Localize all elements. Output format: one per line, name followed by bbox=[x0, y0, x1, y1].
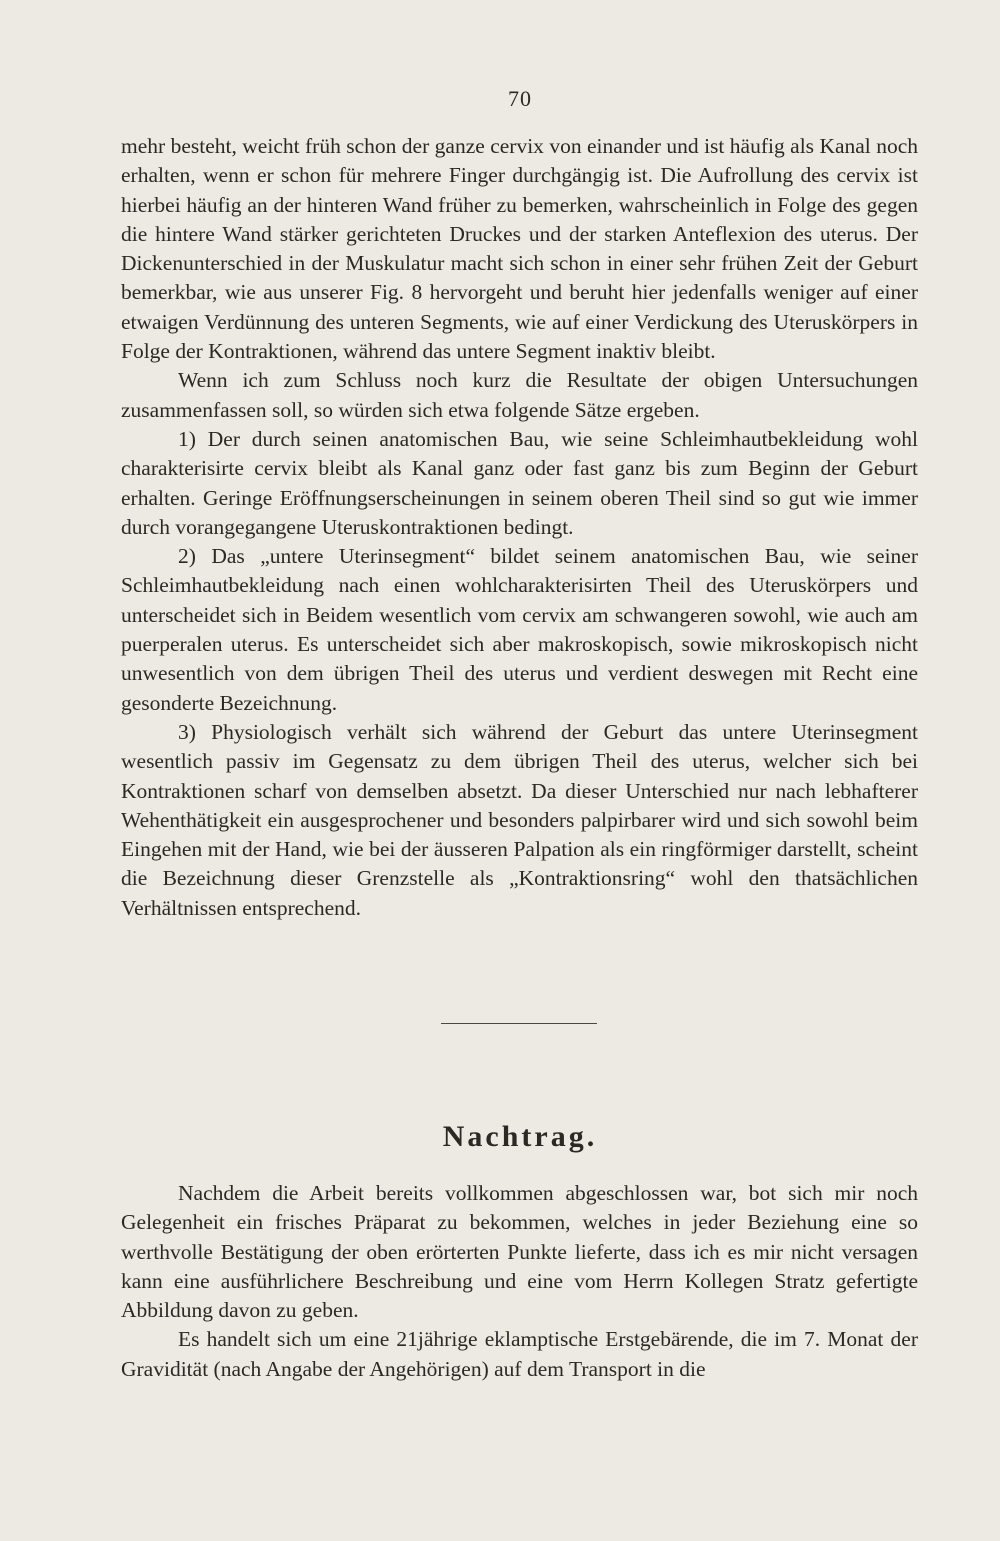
paragraph-point-3: 3) Physiologisch verhält sich während der Geburt das untere Uterinsegment wesentlich passiv im Gegensatz zu dem übrigen Theil des uterus, welcher sich bei Kontraktionen scharf von demselben absetzt. Da dieser Unterschied nur nach lebhafterer Wehenthätigkeit ein ausgesprochener und besonders palpirbarer wird und sich sowohl beim Eingehen mit der Hand, wie bei der äusseren Palpation als ein ringförmiger darstellt, scheint die Bezeichnung dieser Grenzstelle als „Kontraktionsring“ wohl den thatsächlichen Verhältnissen entsprechend. bbox=[121, 719, 918, 920]
section-divider bbox=[441, 1023, 597, 1024]
main-text-block bbox=[121, 132, 918, 923]
paragraph-point-2: 2) Das „untere Uterinsegment“ bildet seinem anatomischen Bau, wie seiner Schleimhautbekleidung nach einen wohlcharakterisirten Theil des Uteruskörpers und unterscheidet sich in Beidem wesentlich vom cervix am schwangeren sowohl, wie auch am puerperalen uterus. Es unterscheidet sich aber makroskopisch, sowie mikroskopisch nicht unwesentlich von dem übrigen Theil des uterus und verdient deswegen mit Recht eine gesonderte Bezeichnung. bbox=[121, 544, 918, 715]
paragraph-summary-intro: Wenn ich zum Schluss noch kurz die Resultate der obigen Untersuchungen zusammenfassen soll, so würden sich etwa folgende Sätze ergeben. bbox=[121, 368, 918, 422]
page-number: 70 bbox=[508, 86, 532, 111]
nachtrag-text-block bbox=[121, 1179, 918, 1384]
section-heading: Nachtrag. bbox=[442, 1120, 598, 1153]
paragraph-nachtrag-2: Es handelt sich um eine 21jährige eklamptische Erstgebärende, die im 7. Monat der Gravidität (nach Angabe der Angehörigen) auf dem Transport in die bbox=[121, 1327, 918, 1381]
paragraph-point-1: 1) Der durch seinen anatomischen Bau, wie seine Schleimhautbekleidung wohl charakterisirte cervix bleibt als Kanal ganz oder fast ganz bis zum Beginn der Geburt erhalten. Geringe Eröffnungserscheinungen in seinem oberen Theil sind so gut wie immer durch vorangegangene Uteruskontraktionen bedingt. bbox=[121, 426, 918, 539]
paragraph-continuation: mehr besteht, weicht früh schon der ganze cervix von einander und ist häufig als Kanal noch erhalten, wenn er schon für mehrere Finger durchgängig ist. Die Aufrollung des cervix ist hierbei häufig an der hinteren Wand früher zu bemerken, wahrscheinlich in Folge des gegen die hintere Wand stärker gerichteten Druckes und der starken Anteflexion des uterus. Der Dickenunterschied in der Muskulatur macht sich schon in einer sehr frühen Zeit der Geburt bemerkbar, wie aus unserer Fig. 8 hervorgeht und beruht hier jedenfalls weniger auf einer etwaigen Verdünnung des unteren Segments, wie auf einer Verdickung des Uteruskörpers in Folge der Kontraktionen, während das untere Segment inaktiv bleibt. bbox=[121, 134, 918, 364]
paragraph-nachtrag-1: Nachdem die Arbeit bereits vollkommen abgeschlossen war, bot sich mir noch Gelegenheit ein frisches Präparat zu bekommen, welches in jeder Beziehung eine so werthvolle Bestätigung der oben erörterten Punkte lieferte, dass ich es mir nicht versagen kann eine ausführlichere Beschreibung und eine vom Herrn Kollegen Stratz gefertigte Abbildung davon zu geben. bbox=[121, 1181, 918, 1323]
